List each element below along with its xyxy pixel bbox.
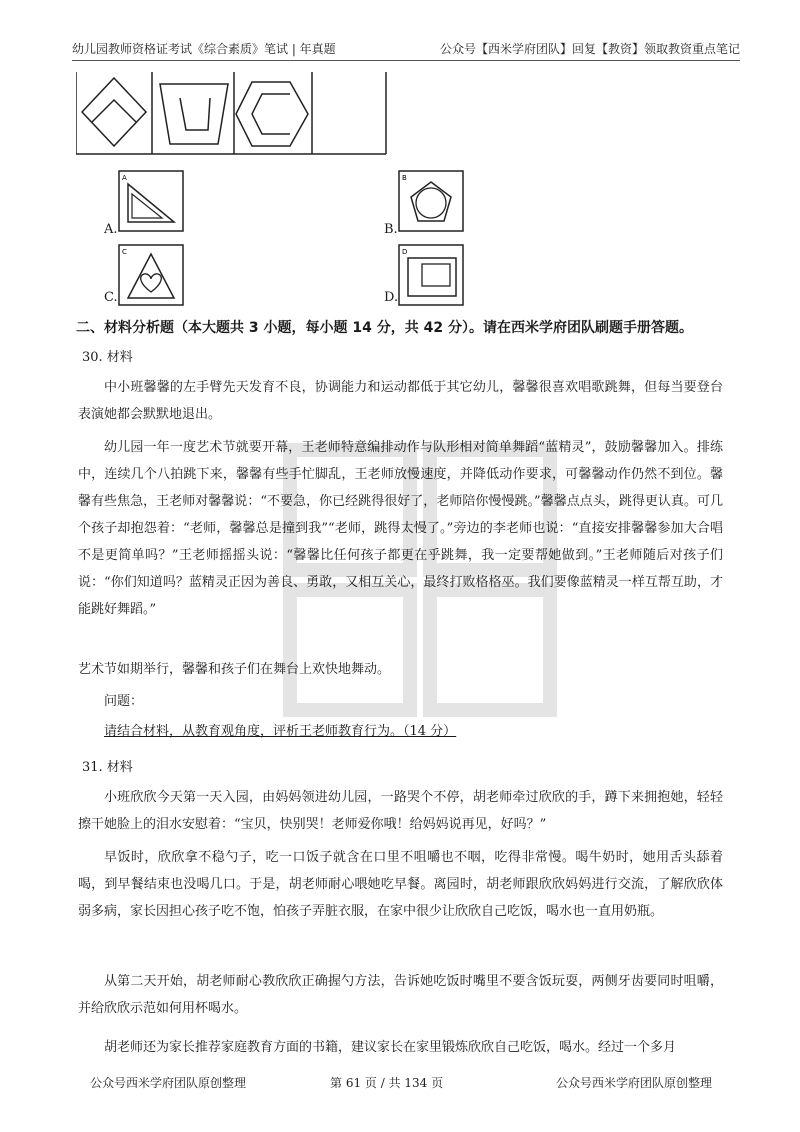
option-c-letter: C — [122, 248, 127, 256]
option-a-label: A. — [104, 222, 118, 237]
q31-paragraph-2: 早饭时，欣欣拿不稳勺子，吃一口饭子就含在口里不咀嚼也不咽，吃得非常慢。喝牛奶时，她用舌头舔着喝，到早餐结束也没喝几口。于是，胡老师耐心喂她吃早餐。离园时，胡老师跟欣欣妈妈进行交流，了解欣欣体弱多病，家长因担心孩子吃不饱，怕孩子弄脏衣服，在家中很少让欣欣自己吃饭，喝水也一直用奶瓶。 — [78, 850, 723, 919]
q30-paragraph-3: 艺术节如期举行，馨馨和孩子们在舞台上欢快地舞动。 — [78, 662, 391, 677]
q31-paragraph-4: 胡老师还为家长推荐家庭教育方面的书籍，建议家长在家里锻炼欣欣自己吃饭，喝水。经过一个多月 — [104, 1040, 677, 1055]
q31-number: 31. 材料 — [82, 760, 133, 775]
option-b-letter: B — [402, 174, 407, 182]
header-right: 公众号【西米学府团队】回复【教资】领取教资重点笔记 — [439, 42, 740, 56]
section-title: 二、材料分析题（本大题共 3 小题，每小题 14 分，共 42 分）。请在西米学府团队刷题手册答题。 — [76, 320, 693, 336]
q31-paragraph-1: 小班欣欣今天第一天入园，由妈妈领进幼儿园，一路哭个不停，胡老师牵过欣欣的手，蹲下来拥抱她，轻轻擦干她脸上的泪水安慰着：“宝贝，快别哭！老师爱你哦！给妈妈说再见，好吗？” — [78, 790, 723, 832]
header-divider — [72, 60, 740, 61]
footer-left: 公众号西米学府团队原创整理 — [90, 1076, 247, 1090]
option-c-figure — [118, 244, 184, 306]
watermark-logo — [270, 430, 570, 730]
q31-paragraph-3: 从第二天开始，胡老师耐心教欣欣正确握勺方法，告诉她吃饭时嘴里不要含饭玩耍，两侧牙齿要同时咀嚼，并给欣欣示范如何用杯喝水。 — [78, 974, 723, 1016]
option-b-figure — [398, 170, 464, 232]
option-d-letter: D — [402, 248, 408, 256]
diamond-figure — [82, 78, 146, 146]
hexagon-figure — [236, 82, 308, 146]
option-d-label: D. — [384, 290, 399, 305]
q30-question-label: 问题： — [104, 694, 144, 709]
option-b-label: B. — [384, 222, 398, 237]
option-a-letter: A — [122, 174, 127, 182]
option-c-label: C. — [104, 290, 118, 305]
q30-number: 30. 材料 — [82, 350, 133, 365]
q30-question: 请结合材料，从教育观角度，评析王老师教育行为。（14 分） — [104, 724, 457, 739]
footer-right: 公众号西米学府团队原创整理 — [555, 1076, 712, 1090]
q30-paragraph-2: 幼儿园一年一度艺术节就要开幕，王老师特意编排动作与队形相对简单舞蹈“蓝精灵”，鼓励馨馨加入。排练中，连续几个八拍跳下来，馨馨有些手忙脚乱，王老师放慢速度，并降低动作要求，可馨馨动作仍然不到位。馨馨有些焦急，王老师对馨馨说：“不要急，你已经跳得很好了，老师陪你慢慢跳。”馨馨点点头，跳得更认真。可几个孩子却抱怨着：“老师，馨馨总是撞到我”“老师，跳得太慢了。”旁边的李老师也说：“直接安排馨馨参加大合唱不是更简单吗？”王老师摇摇头说：“馨馨比任何孩子都更在乎跳舞，我一定要帮她做到。”王老师随后对孩子们说：“你们知道吗？蓝精灵正因为善良、勇敢，又相互关心，最终打败格格巫。我们要像蓝精灵一样互帮互助，才能跳好舞蹈。” — [78, 440, 723, 617]
figure-sequence — [76, 72, 396, 158]
trapezoid-figure — [160, 84, 228, 144]
option-d-figure — [398, 244, 464, 306]
header-left: 幼儿园教师资格证考试《综合素质》笔试 | 年真题 — [72, 42, 336, 56]
option-a-figure — [118, 170, 184, 232]
page-number: 第 61 页 / 共 134 页 — [330, 1076, 444, 1090]
q30-paragraph-1: 中小班馨馨的左手臂先天发育不良，协调能力和运动都低于其它幼儿，馨馨很喜欢唱歌跳舞，但每当要登台表演她都会默默地退出。 — [78, 380, 723, 422]
